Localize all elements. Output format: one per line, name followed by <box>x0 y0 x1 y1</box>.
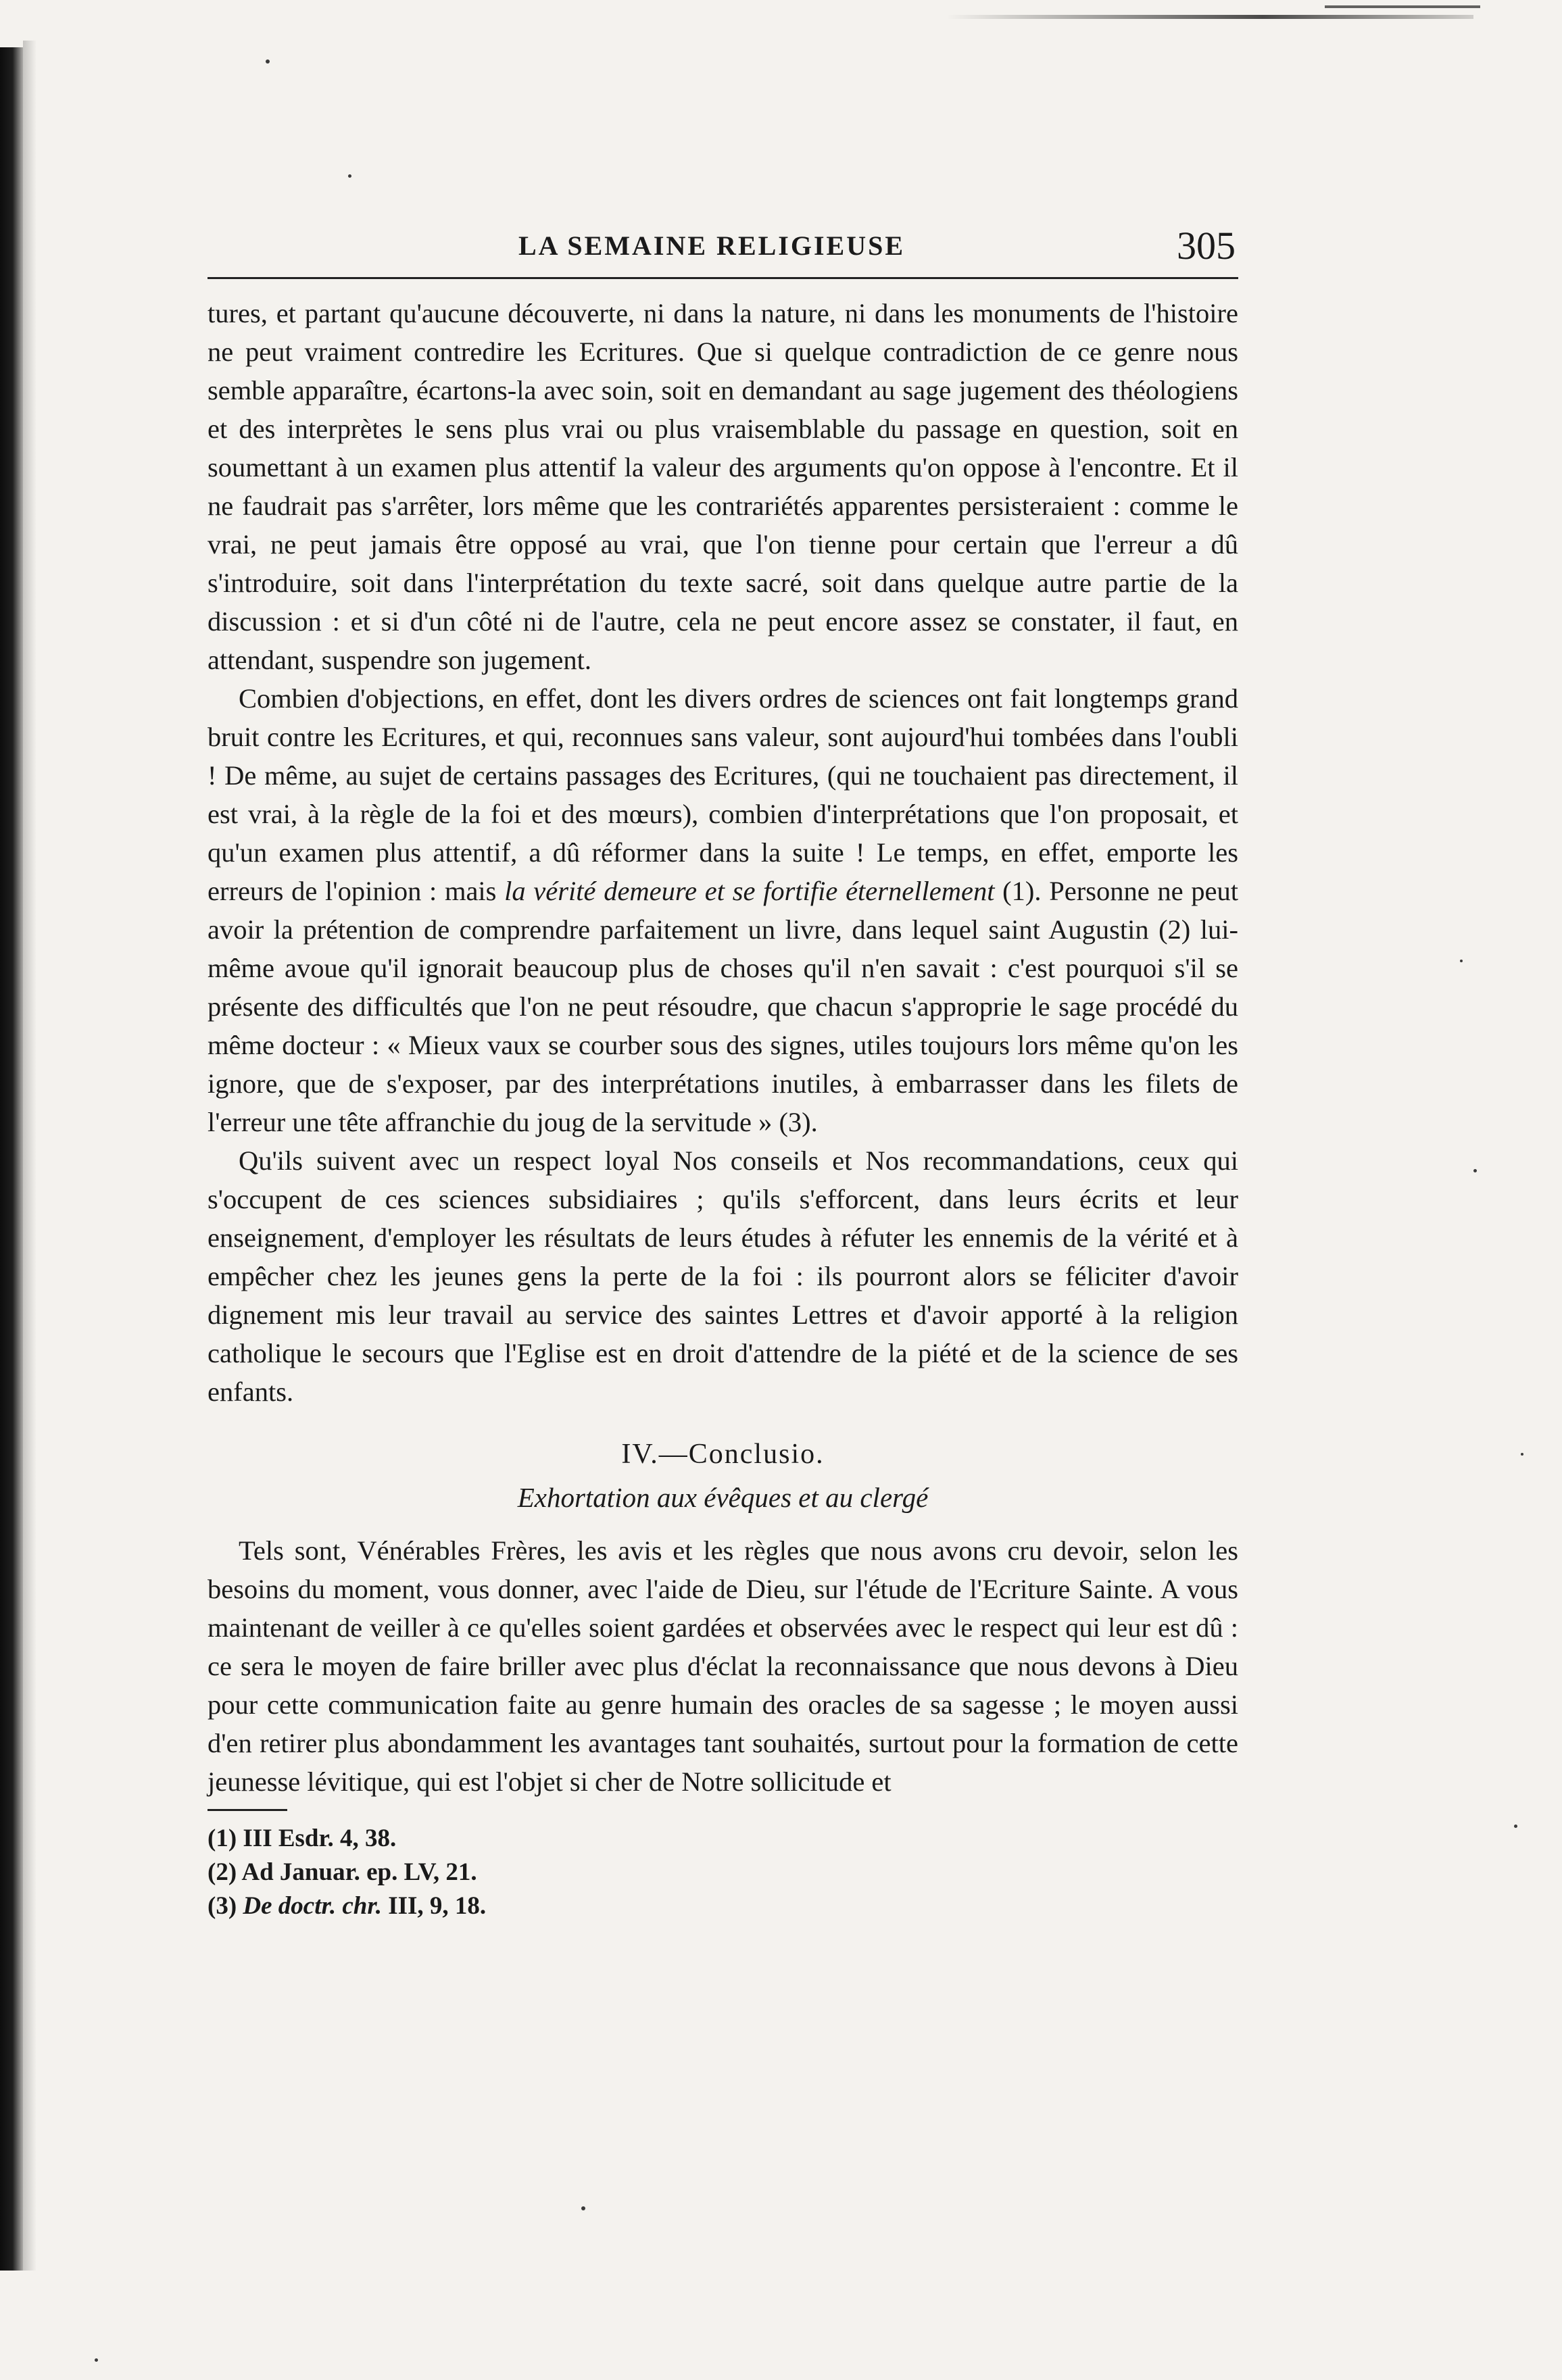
paragraph-text: Combien d'objections, en effet, dont les divers ordres de sciences ont fait longtemps grand bruit contre les Ecritures, et qui, reconnues sans valeur, sont aujourd'hui tombées dans l'oubli ! De même, au sujet de certains passages des Ecritures, (qui ne touchaient pas directement, il est vrai, à la règle de la foi et des mœurs), combien d'interprétations que l'on proposait, et qu'un examen plus attentif, a dû réformer dans la suite ! Le temps, en effet, emporte les erreurs de l'opinion : mais <box>208 683 1238 906</box>
section-heading: IV.—Conclusio. <box>621 1439 825 1470</box>
footnote-italic: De doctr. chr. <box>243 1892 382 1920</box>
body-text <box>208 294 1238 1801</box>
quote-italic: la vérité demeure et se fortifie éternellement <box>504 876 995 906</box>
paragraph: Tels sont, Vénérables Frères, les avis et les règles que nous avons cru devoir, selon les besoins du moment, vous donner, avec l'aide de Dieu, sur l'étude de l'Ecriture Sainte. A vous maintenant de veiller à ce qu'elles soient gardées et observées avec le respect qui leur est dû : ce sera le moyen de faire briller avec plus d'éclat la reconnaissance que nous devons à Dieu pour cette communication faite au genre humain des oracles de sa sagesse ; le moyen aussi d'en retirer plus abondamment les avantages tant souhaités, surtout pour la formation de cette jeunesse lévitique, qui est l'objet si cher de Notre sollicitude et <box>208 1535 1238 1797</box>
footnote <box>208 1822 1238 1856</box>
scan-smudge <box>1325 5 1480 8</box>
paragraph-text: (1). Personne ne peut avoir la prétention de comprendre parfaitement un livre, dans lequel saint Augustin (2) lui-même avoue qu'il ignorait beaucoup plus de choses qu'il n'en savait : c'est pourquoi s'il se présente des difficultés que l'on ne peut résoudre, que chacun s'approprie le sage procédé du même docteur : « Mieux vaux se courber sous des signes, utiles toujours lors même qu'on les ignore, que de s'exposer, par des interprétations inutiles, à embarrasser dans les filets de l'erreur une tête affranchie du joug de la servitude » (3). <box>208 876 1238 1137</box>
scan-speck <box>348 174 351 178</box>
scan-speck <box>1473 1169 1477 1172</box>
paragraph: tures, et partant qu'aucune découverte, ni dans la nature, ni dans les monuments de l'histoire ne peut vraiment contredire les Ecritures. Que si quelque contradiction de ce genre nous semble apparaître, écartons-la avec soin, soit en demandant au sage jugement des théologiens et des interprètes le sens plus vrai ou plus vraisemblable du passage en question, soit en soumettant à un examen plus attentif la valeur des arguments qu'on oppose à l'encontre. Et il ne faudrait pas s'arrêter, lors même que les contrariétés apparentes persisteraient : comme le vrai, ne peut jamais être opposé au vrai, que l'on tienne pour certain que l'erreur a dû s'introduire, soit dans l'interprétation du texte sacré, soit dans quelque autre partie de la discussion : et si d'un côté ni de l'autre, cela ne peut encore assez se constater, il faut, en attendant, suspendre son jugement. <box>208 298 1238 675</box>
running-title: LA SEMAINE RELIGIEUSE <box>518 230 906 261</box>
footnote-text: Ad Januar. ep. LV, 21. <box>241 1858 477 1886</box>
scan-speck <box>1514 1825 1517 1828</box>
running-head <box>208 223 1238 277</box>
binding-shadow-fade <box>23 41 36 2271</box>
footnotes <box>208 1822 1238 1923</box>
footnote-marker: (1) <box>208 1825 237 1852</box>
scan-speck <box>581 2206 585 2210</box>
binding-shadow <box>0 47 23 2271</box>
document-page <box>208 223 1238 1923</box>
footnote-marker: (2) <box>208 1858 237 1886</box>
section-subheading: Exhortation aux évêques et au clergé <box>517 1482 929 1513</box>
footnote-rule <box>208 1809 287 1811</box>
scan-speck <box>1521 1453 1523 1456</box>
footnote <box>208 1889 1238 1923</box>
footnote-text: III, 9, 18. <box>381 1892 487 1920</box>
page-number: 305 <box>1177 224 1236 268</box>
scan-speck <box>95 2358 98 2362</box>
scan-speck <box>1460 960 1463 962</box>
scan-smudge <box>946 15 1473 19</box>
header-rule <box>208 277 1238 279</box>
paragraph <box>208 679 1238 1141</box>
scan-speck <box>266 59 270 64</box>
paragraph: Qu'ils suivent avec un respect loyal Nos conseils et Nos recommandations, ceux qui s'occupent de ces sciences subsidiaires ; qu'ils s'efforcent, dans leurs écrits et leur enseignement, d'employer les résultats de leurs études à réfuter les ennemis de la vérité et à empêcher chez les jeunes gens la perte de la foi : ils pourront alors se féliciter d'avoir dignement mis leur travail au service des saintes Lettres et d'avoir apporté à la religion catholique le secours que l'Eglise est en droit d'attendre de la piété et de la science de ses enfants. <box>208 1145 1238 1407</box>
footnote-text: III Esdr. 4, 38. <box>243 1825 397 1852</box>
footnote-marker: (3) <box>208 1892 237 1920</box>
footnote <box>208 1856 1238 1889</box>
